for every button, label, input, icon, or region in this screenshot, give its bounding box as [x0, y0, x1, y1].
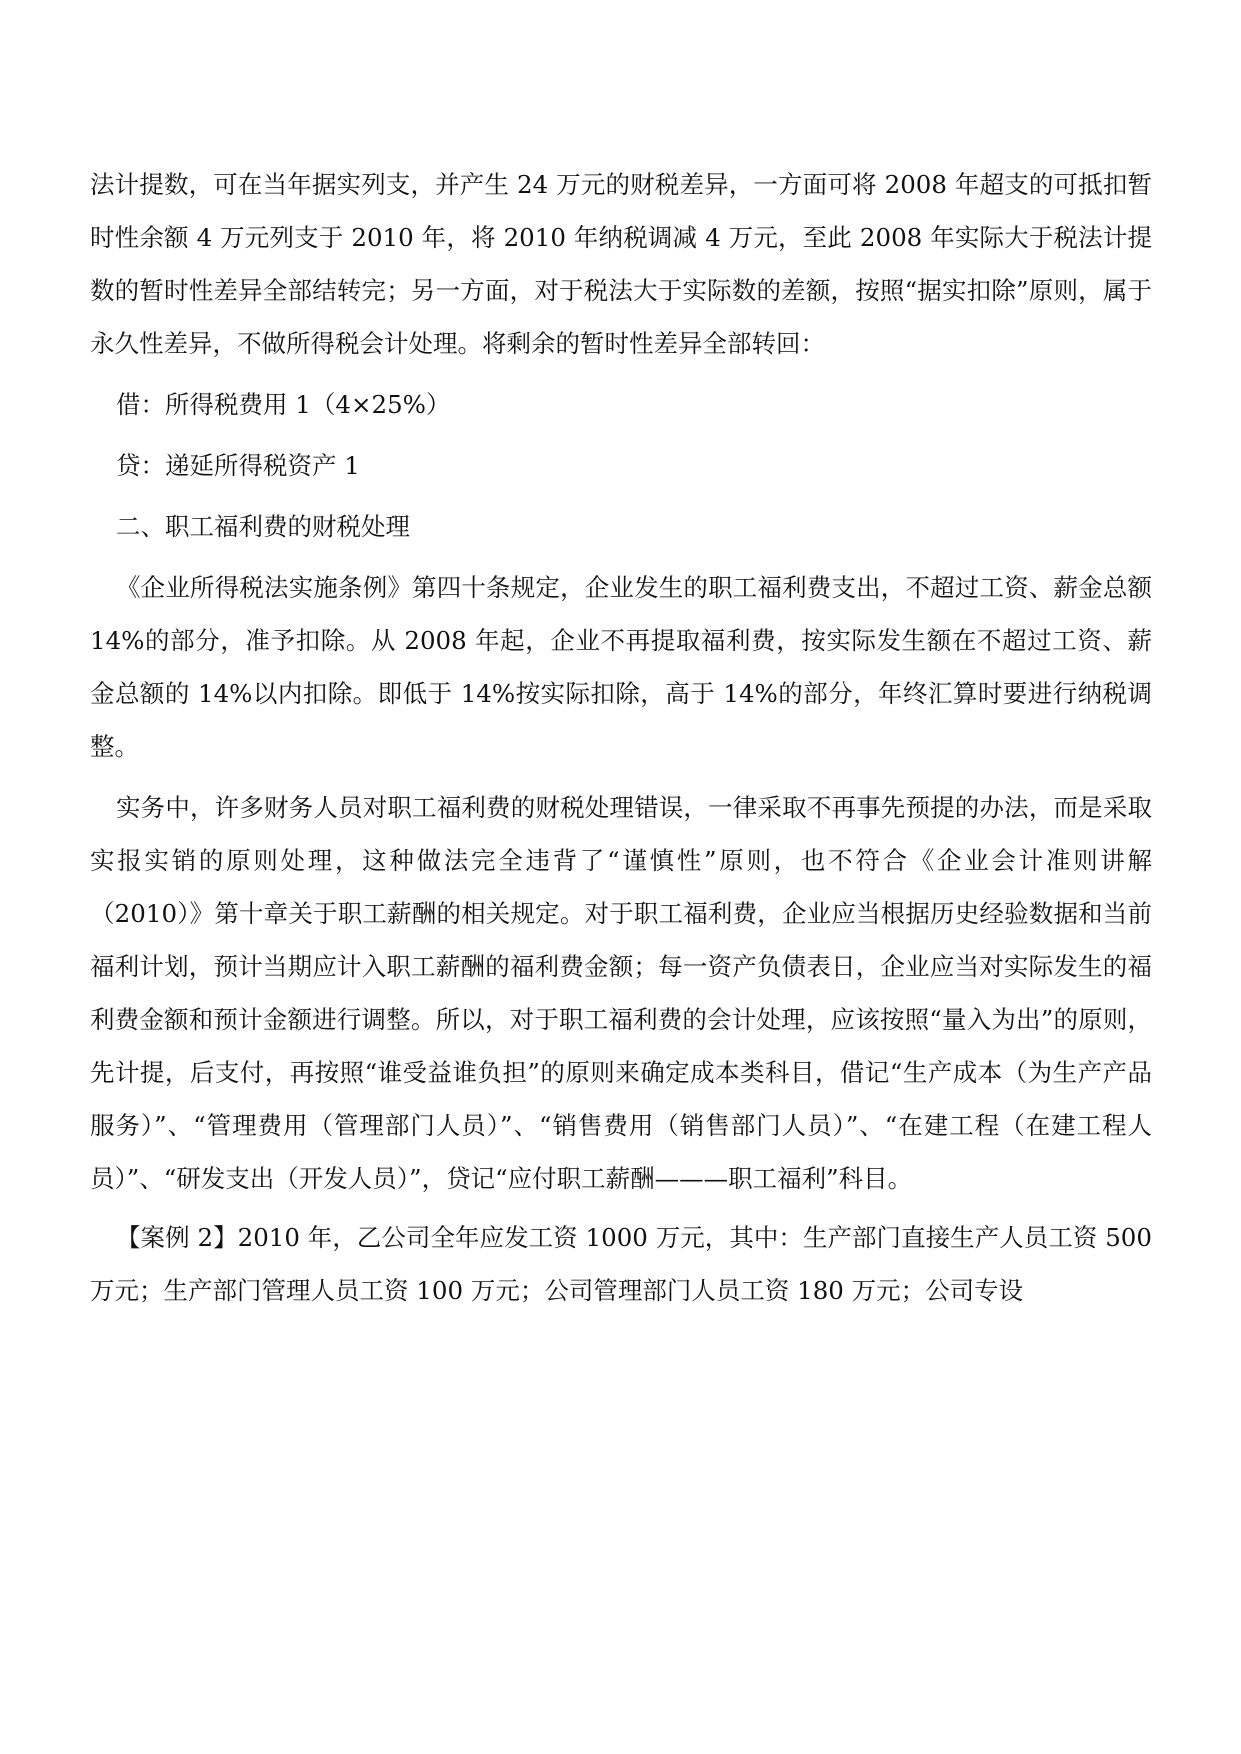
- journal-entry-credit: 贷：递延所得税资产 1: [116, 451, 360, 480]
- paragraph-regulation: 《企业所得税法实施条例》第四十条规定，企业发生的职工福利费支出，不超过工资、薪金总额 14%的部分，准予扣除。从 2008 年起，企业不再提取福利费，按实际发生额在不超过工资、薪金总额的 14%以内扣除。即低于 14%按实际扣除，高于 14%的部分，年终汇算时要进行纳税调整。: [90, 573, 1152, 761]
- document-body: [90, 158, 1152, 1317]
- paragraph-case-2: 【案例 2】2010 年，乙公司全年应发工资 1000 万元，其中：生产部门直接生产人员工资 500 万元；生产部门管理人员工资 100 万元；公司管理部门人员工资 180 万元；公司专设: [90, 1223, 1152, 1305]
- section-heading-welfare: 二、职工福利费的财税处理: [116, 512, 410, 541]
- paragraph-practice: 实务中，许多财务人员对职工福利费的财税处理错误，一律采取不再事先预提的办法，而是采取实报实销的原则处理，这种做法完全违背了“谨慎性”原则，也不符合《企业会计准则讲解（2010）》第十章关于职工薪酬的相关规定。对于职工福利费，企业应当根据历史经验数据和当前福利计划，预计当期应计入职工薪酬的福利费金额；每一资产负债表日，企业应当对实际发生的福利费金额和预计金额进行调整。所以，对于职工福利费的会计处理，应该按照“量入为出”的原则，先计提，后支付，再按照“谁受益谁负担”的原则来确定成本类科目，借记“生产成本（为生产产品服务）”、“管理费用（管理部门人员）”、“销售费用（销售部门人员）”、“在建工程（在建工程人员）”、“研发支出（开发人员）”，贷记“应付职工薪酬———职工福利”科目。: [90, 793, 1152, 1193]
- paragraph-tax-difference: 法计提数，可在当年据实列支，并产生 24 万元的财税差异，一方面可将 2008 年超支的可抵扣暂时性余额 4 万元列支于 2010 年，将 2010 年纳税调减 4 万元，至此 2008 年实际大于税法计提数的暂时性差异全部结转完；另一方面，对于税法大于实际数的差额，按照“据实扣除”原则，属于永久性差异，不做所得税会计处理。将剩余的暂时性差异全部转回：: [90, 170, 1152, 358]
- journal-entry-debit: 借：所得税费用 1（4×25%）: [116, 390, 451, 419]
